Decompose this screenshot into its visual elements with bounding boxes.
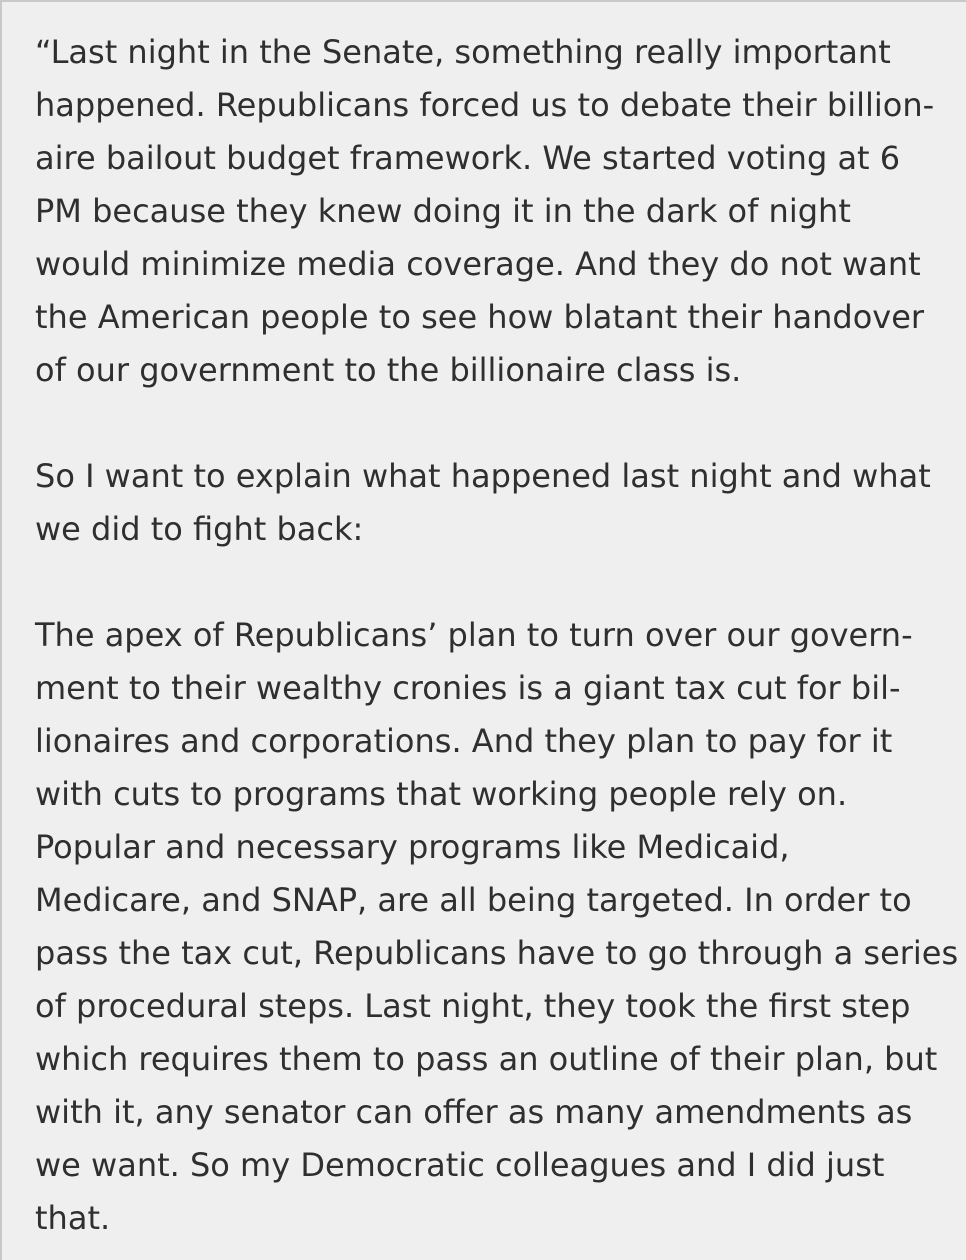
text-line: happened. Republicans forced us to debate their billion- [35,86,935,124]
quote-text [35,26,966,1245]
text-line: we did to fight back: [35,510,364,548]
text-line: Medicare, and SNAP, are all being targeted. In order to [35,881,912,919]
text-line: with cuts to programs that working people rely on. [35,775,848,813]
text-line: aire bailout budget framework. We started voting at 6 [35,139,901,177]
text-line: Popular and necessary programs like Medicaid, [35,828,790,866]
text-line: would minimize media coverage. And they do not want [35,245,921,283]
text-line: the American people to see how blatant their handover [35,298,925,336]
paragraph-gap [35,397,966,450]
text-line: lionaires and corporations. And they plan to pay for it [35,722,893,760]
text-line: we want. So my Democratic colleagues and I did just [35,1146,885,1184]
text-line: that. [35,1199,111,1237]
text-line: pass the tax cut, Republicans have to go through a series [35,934,959,972]
text-line: with it, any senator can offer as many amendments as [35,1093,913,1131]
text-line: ment to their wealthy cronies is a giant tax cut for bil- [35,669,901,707]
paragraph-2 [35,450,966,556]
text-line: “Last night in the Senate, something really important [35,33,891,71]
text-line: PM because they knew doing it in the dark of night [35,192,851,230]
paragraph-gap [35,556,966,609]
text-line: The apex of Republicans’ plan to turn over our govern- [35,616,913,654]
text-line: of our government to the billionaire class is. [35,351,742,389]
paragraph-3 [35,609,966,1245]
paragraph-1 [35,26,966,397]
text-line: of procedural steps. Last night, they took the first step [35,987,911,1025]
text-line: which requires them to pass an outline of their plan, but [35,1040,938,1078]
text-line: So I want to explain what happened last night and what [35,457,931,495]
